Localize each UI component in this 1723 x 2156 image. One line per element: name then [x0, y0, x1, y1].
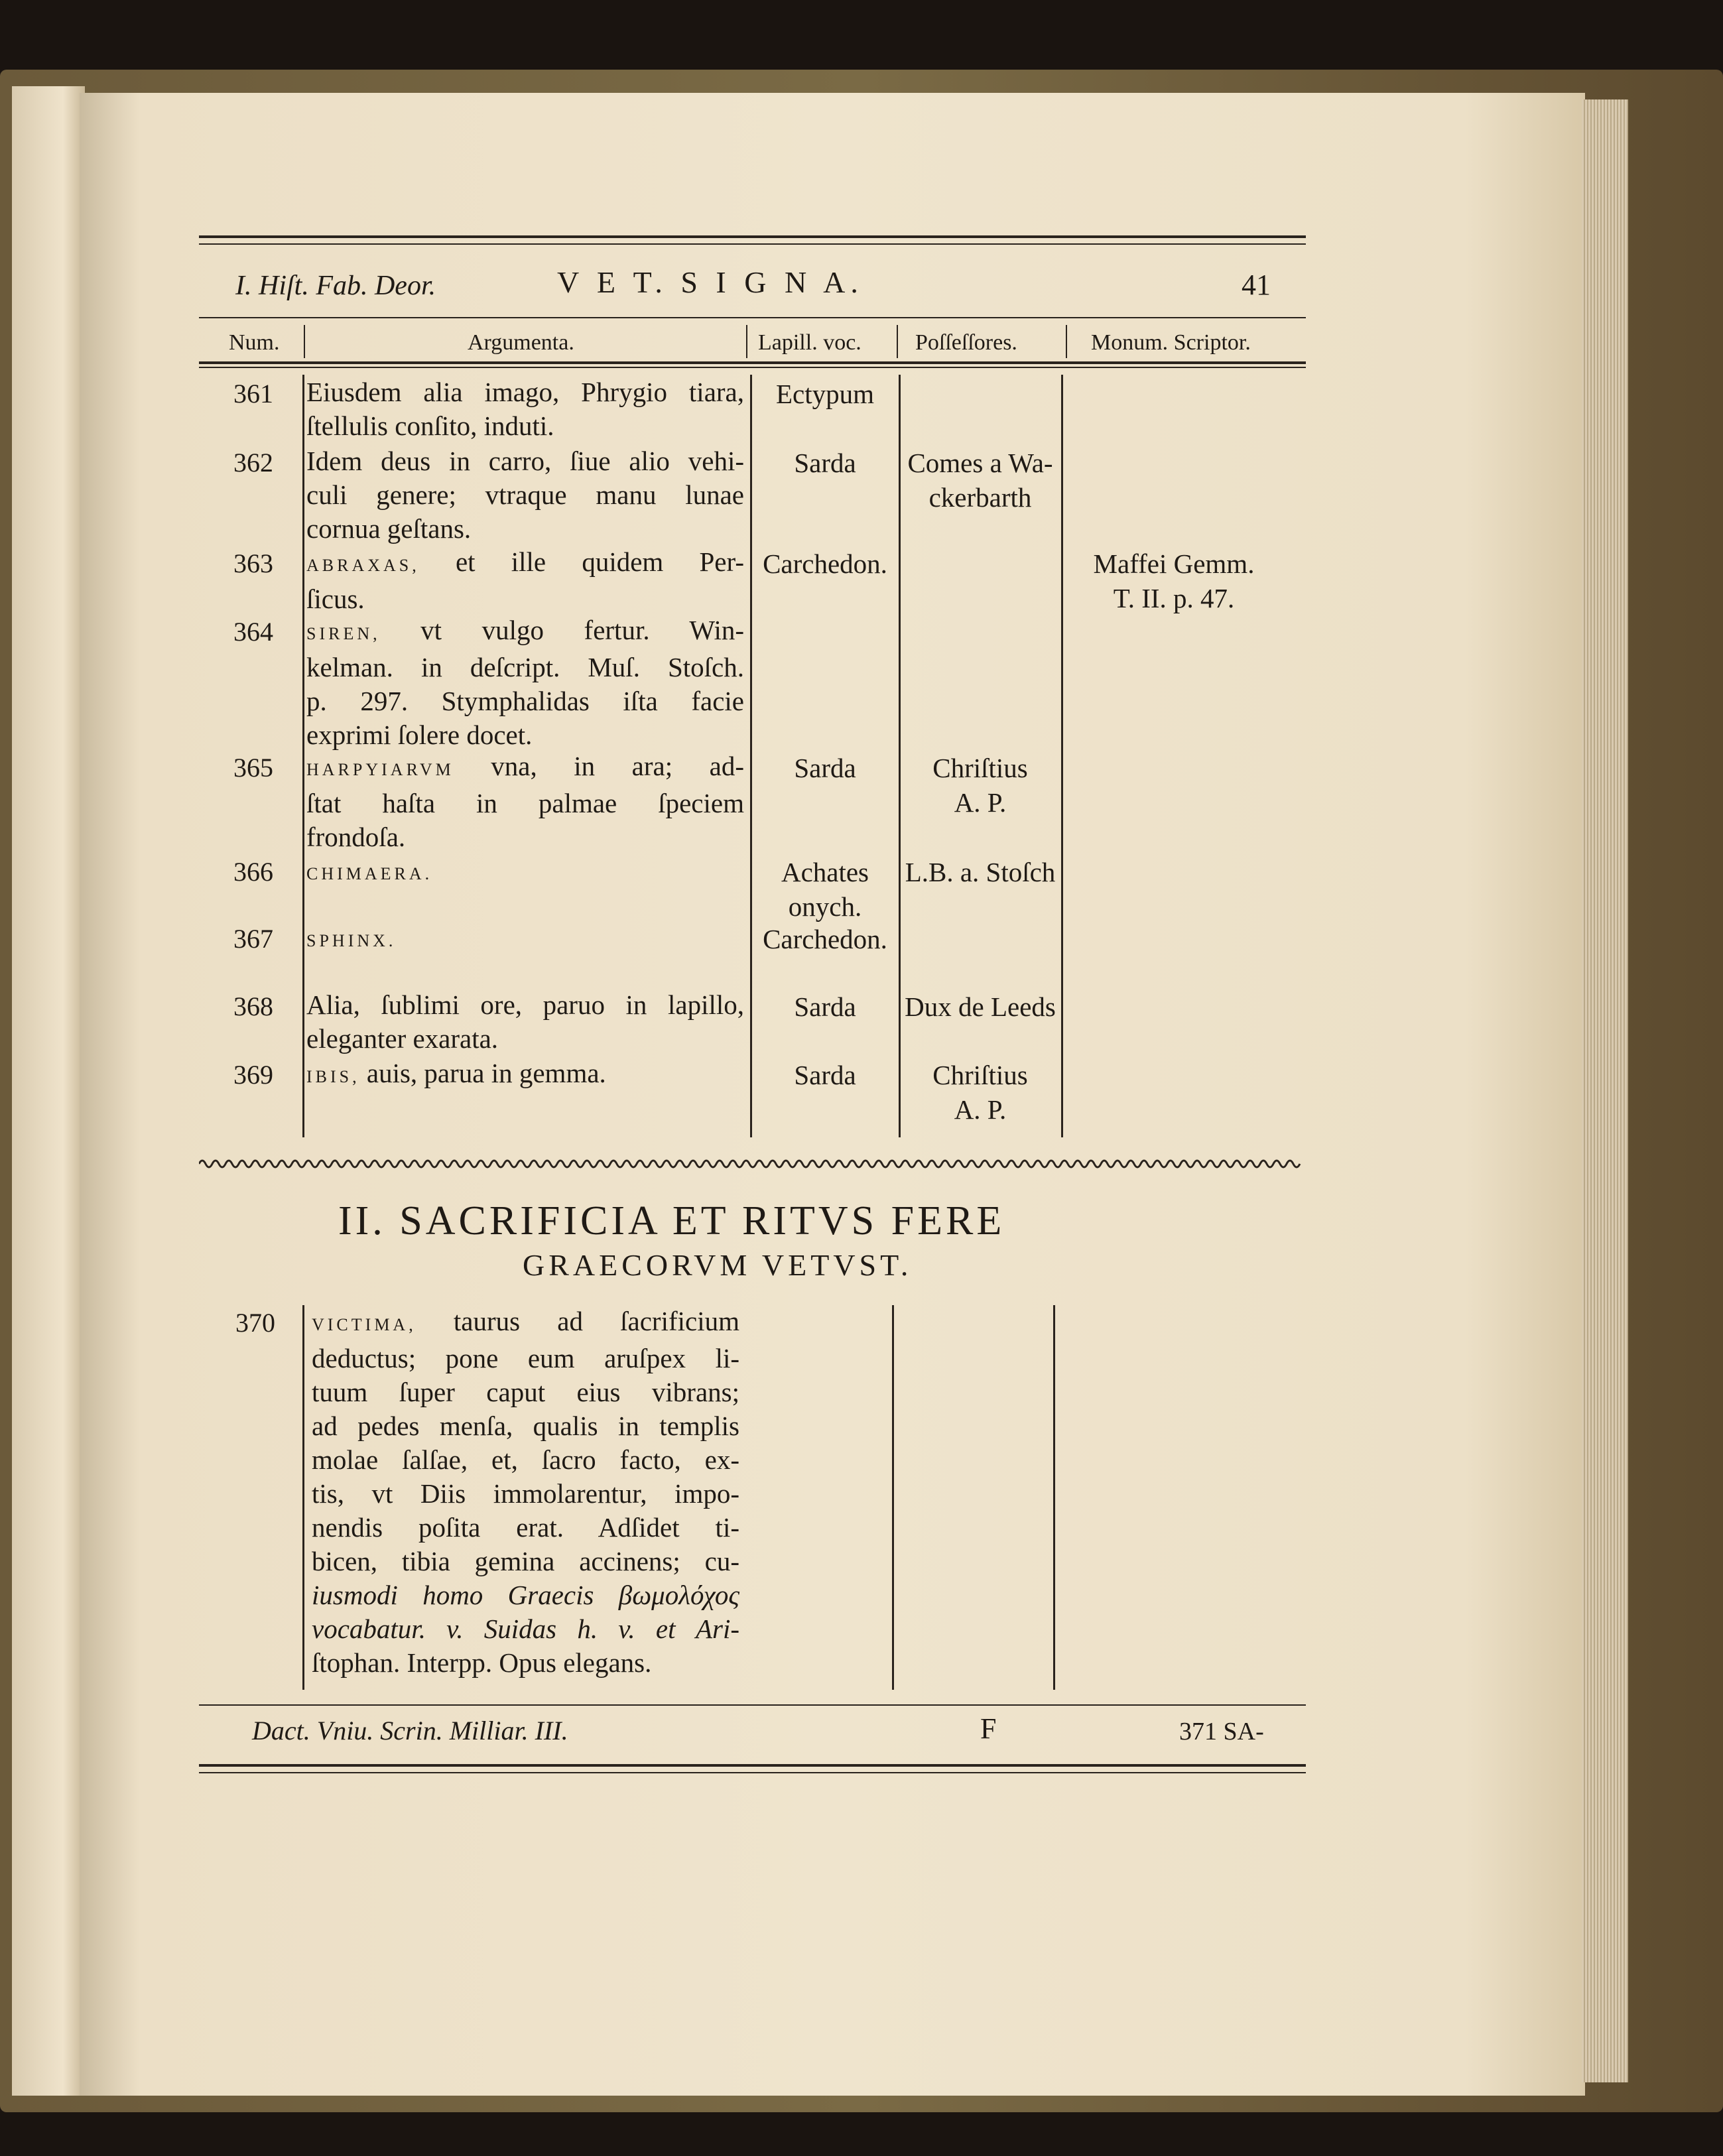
column-line	[1053, 1305, 1055, 1690]
possessor-cell: A. P.	[954, 787, 1007, 818]
possessor-cell: A. P.	[954, 1094, 1007, 1125]
column-line	[892, 1305, 894, 1690]
entry-lead: VICTIMA,	[312, 1315, 416, 1334]
entry-text	[306, 854, 744, 891]
lapill-cell: Sarda	[794, 753, 856, 783]
entry-number: 366	[233, 857, 273, 887]
column-line	[302, 375, 304, 1137]
bottom-rule	[199, 1764, 1306, 1773]
col-header-num: Num.	[229, 330, 280, 355]
lapill-cell: Achates	[781, 857, 869, 887]
possessor-cell: Dux de Leeds	[905, 991, 1056, 1022]
entry-text: Idem deus in carro, ſiue alio vehi- culi genere; vtraque manu lunae cornua geſtans.	[306, 446, 744, 544]
possessor-cell: Comes a Wa-	[907, 448, 1053, 478]
entry-number: 368	[233, 991, 273, 1021]
column-line	[302, 1305, 304, 1690]
entry-lead: SIREN,	[306, 624, 381, 643]
entry-number: 363	[233, 548, 273, 578]
col-sep	[304, 325, 305, 358]
entry-number: 365	[233, 753, 273, 783]
lapill-cell: Ectypum	[775, 379, 875, 409]
section-title: II. SACRIFICIA ET RITVS FERE	[338, 1198, 1005, 1243]
lapill-cell: onych.	[788, 891, 862, 922]
entry-text: ABRAXAS, et ille quidem Per- ſicus.	[306, 546, 744, 614]
entry-number: 362	[233, 448, 273, 477]
entry-lead: CHIMAERA.	[306, 864, 433, 883]
possessor-cell: Chriſtius	[932, 753, 1028, 783]
col-sep	[1066, 325, 1067, 358]
left-page-edge	[12, 86, 85, 2096]
possessor-cell: Chriſtius	[932, 1060, 1028, 1090]
entry-number: 367	[233, 924, 273, 954]
entry-text: HARPYIARVM vna, in ara; ad- ſtat haſta in palmae ſpeciem frondoſa.	[306, 751, 744, 852]
signature-mark: F	[980, 1712, 997, 1745]
possessor-cell: L.B. a. Stoſch	[905, 857, 1056, 887]
lapill-cell: Sarda	[794, 1060, 856, 1090]
column-line	[1061, 375, 1063, 1137]
col-sep	[746, 325, 747, 358]
lapill-cell: Sarda	[794, 991, 856, 1022]
possessor-cell: ckerbarth	[928, 482, 1032, 513]
footer-left: Dact. Vniu. Scrin. Milliar. III.	[252, 1716, 568, 1745]
lapill-cell: Sarda	[794, 448, 856, 478]
col-header-lapill: Lapill. voc.	[758, 330, 862, 355]
entry-lead: IBIS,	[306, 1067, 360, 1086]
col-header-argumenta: Argumenta.	[468, 330, 574, 355]
entry-number: 370	[235, 1308, 275, 1338]
catchword: 371 SA-	[1179, 1718, 1264, 1745]
header-rule	[199, 361, 1306, 368]
monum-cell: T. II. p. 47.	[1113, 583, 1235, 613]
section-subtitle: GRAECORVM VETVST.	[523, 1248, 913, 1282]
entry-number: 364	[233, 617, 273, 647]
entry-text: Alia, ſublimi ore, paruo in lapillo, eleganter exarata.	[306, 989, 744, 1054]
entry-text	[306, 920, 744, 958]
entry-lead: ABRAXAS,	[306, 556, 420, 575]
entry-number: 361	[233, 379, 273, 409]
col-sep	[897, 325, 898, 358]
lapill-cell: Carchedon.	[763, 924, 887, 954]
running-head-title: V E T. S I G N A.	[557, 265, 863, 299]
page-number: 41	[1242, 269, 1271, 301]
running-head-left: I. Hiſt. Fab. Deor.	[235, 271, 436, 301]
page-edges	[1582, 99, 1628, 2082]
monum-cell: Maffei Gemm.	[1093, 548, 1255, 579]
top-rule	[199, 235, 1306, 245]
lapill-cell: Carchedon.	[763, 548, 887, 579]
entry-number: 369	[233, 1060, 273, 1090]
col-header-monum: Monum. Scriptor.	[1091, 330, 1251, 355]
entry-text: Eiusdem alia imago, Phrygio tiara, ſtellulis conſito, induti.	[306, 377, 744, 441]
footer-rule	[199, 1704, 1306, 1706]
head-rule	[199, 317, 1306, 318]
wavy-separator	[199, 1154, 1306, 1174]
col-header-possessores: Poſſeſſores.	[915, 330, 1017, 355]
entry-lead: SPHINX.	[306, 931, 397, 950]
entry-lead: HARPYIARVM	[306, 760, 454, 779]
entry-text: IBIS, auis, parua in gemma.	[306, 1058, 606, 1088]
entry-370-text: VICTIMA, taurus ad ſacrificium deductus; pone eum aruſpex li- tuum ſuper caput eius vibrans; ad pedes menſa, qualis in templis molae ſalſae, et, ſacro facto, ex- tis, vt Diis immolarentur, impo- nendis poſita erat. Adſidet ti- bicen, tibia gemina accinens; cu- iusmodi homo Graecis βωμολόχος vocabatur. v. Suidas h. v. et Ari- ſtophan. Interpp. Opus elegans.	[312, 1306, 739, 1678]
entry-text: SIREN, vt vulgo fertur. Win- kelman. in deſcript. Muſ. Stoſch. p. 297. Stymphalidas iſta facie exprimi ſolere docet.	[306, 615, 744, 750]
